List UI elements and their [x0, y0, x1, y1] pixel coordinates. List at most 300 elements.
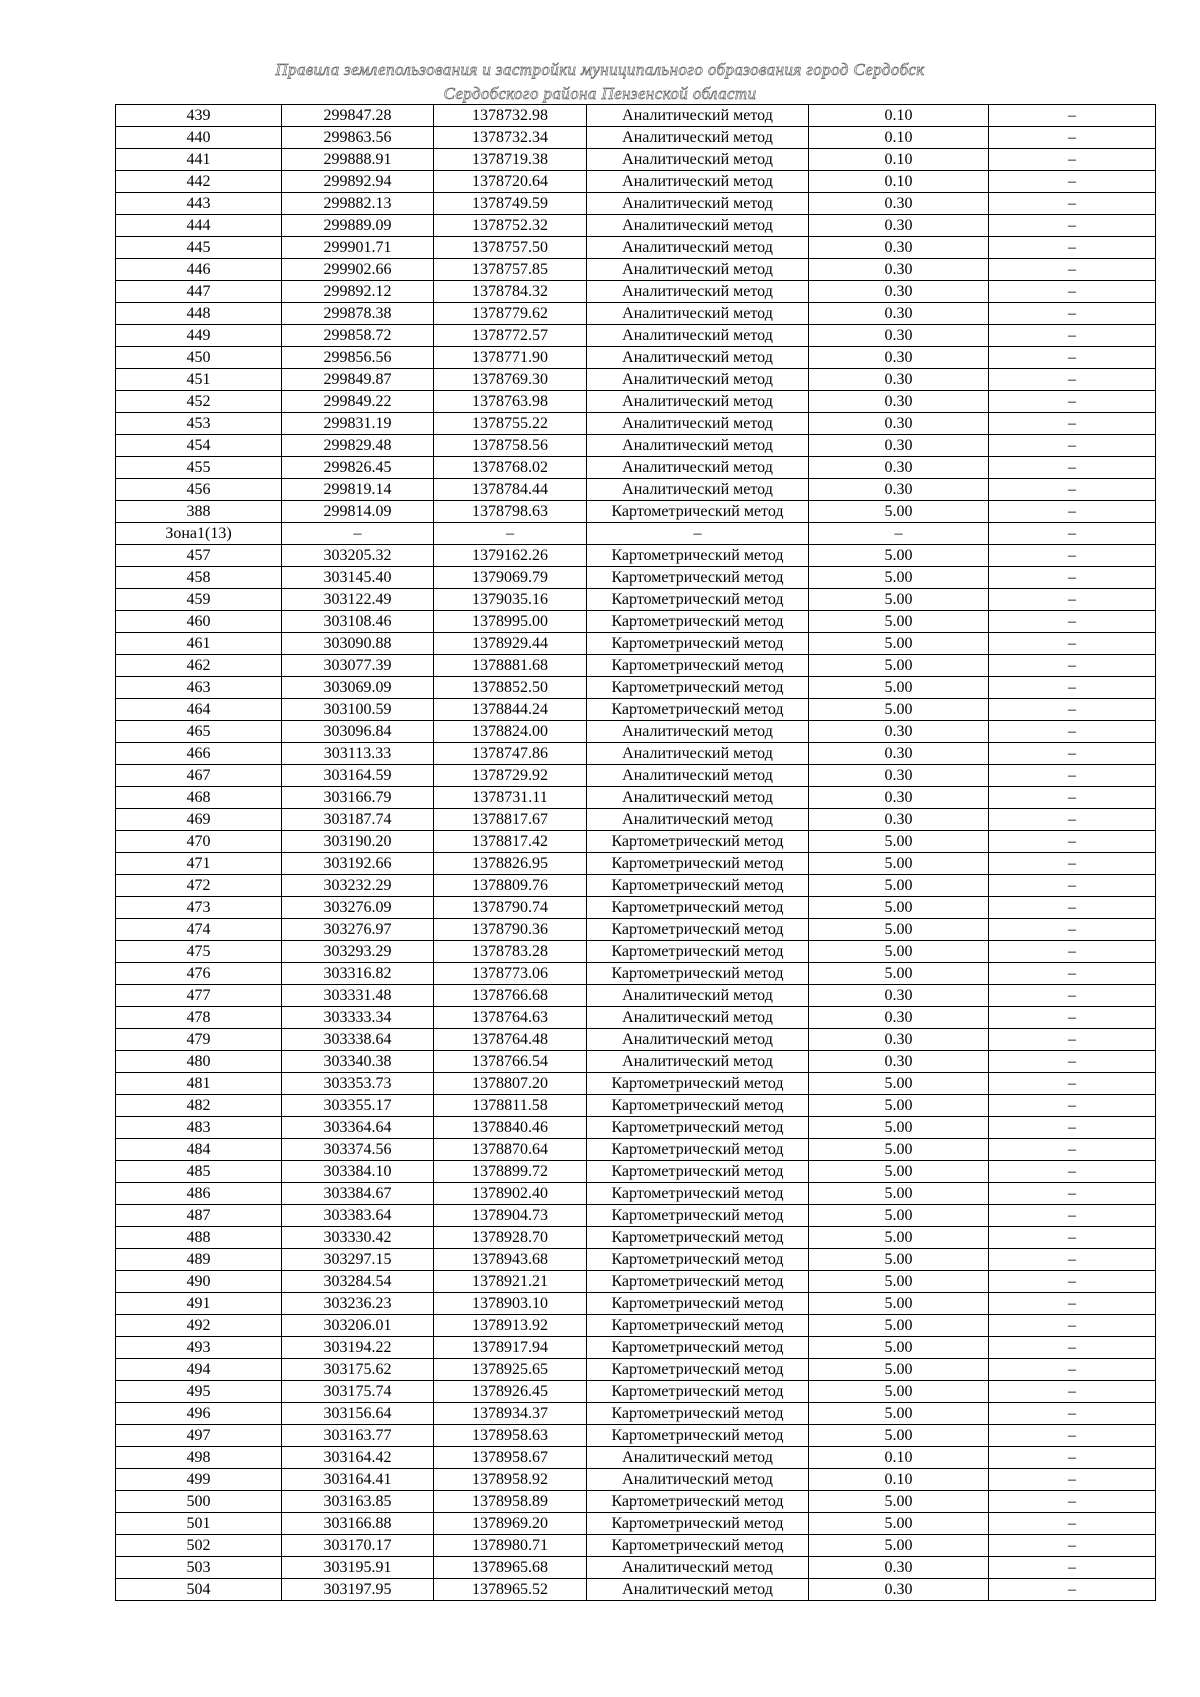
- note-cell: –: [989, 1469, 1156, 1491]
- method-cell: Аналитический метод: [587, 391, 809, 413]
- y-coordinate-cell: 1378731.11: [434, 787, 587, 809]
- method-cell: Картометрический метод: [587, 1227, 809, 1249]
- accuracy-cell: 5.00: [809, 1425, 989, 1447]
- point-number-cell: 488: [116, 1227, 282, 1249]
- x-coordinate-cell: 303383.64: [282, 1205, 434, 1227]
- point-number-cell: 460: [116, 611, 282, 633]
- note-cell: –: [989, 149, 1156, 171]
- note-cell: –: [989, 831, 1156, 853]
- accuracy-cell: 5.00: [809, 545, 989, 567]
- method-cell: Картометрический метод: [587, 501, 809, 523]
- note-cell: –: [989, 105, 1156, 127]
- table-row: [116, 149, 1156, 171]
- x-coordinate-cell: 299892.94: [282, 171, 434, 193]
- x-coordinate-cell: 303145.40: [282, 567, 434, 589]
- y-coordinate-cell: 1378929.44: [434, 633, 587, 655]
- table-row: [116, 1007, 1156, 1029]
- y-coordinate-cell: 1378729.92: [434, 765, 587, 787]
- table-row: [116, 391, 1156, 413]
- method-cell: Аналитический метод: [587, 985, 809, 1007]
- x-coordinate-cell: 303187.74: [282, 809, 434, 831]
- x-coordinate-cell: 299901.71: [282, 237, 434, 259]
- y-coordinate-cell: 1378773.06: [434, 963, 587, 985]
- x-coordinate-cell: 299849.22: [282, 391, 434, 413]
- x-coordinate-cell: 303164.59: [282, 765, 434, 787]
- note-cell: –: [989, 1403, 1156, 1425]
- x-coordinate-cell: 303205.32: [282, 545, 434, 567]
- note-cell: –: [989, 1007, 1156, 1029]
- accuracy-cell: 5.00: [809, 1249, 989, 1271]
- table-row: [116, 1425, 1156, 1447]
- x-coordinate-cell: 299831.19: [282, 413, 434, 435]
- method-cell: Картометрический метод: [587, 1337, 809, 1359]
- method-cell: Картометрический метод: [587, 1425, 809, 1447]
- table-row: [116, 281, 1156, 303]
- table-row: [116, 215, 1156, 237]
- point-number-cell: 457: [116, 545, 282, 567]
- table-row: [116, 963, 1156, 985]
- y-coordinate-cell: 1379035.16: [434, 589, 587, 611]
- accuracy-cell: 5.00: [809, 1139, 989, 1161]
- method-cell: Картометрический метод: [587, 853, 809, 875]
- table-row: [116, 479, 1156, 501]
- y-coordinate-cell: 1378902.40: [434, 1183, 587, 1205]
- y-coordinate-cell: 1378747.86: [434, 743, 587, 765]
- x-coordinate-cell: 299882.13: [282, 193, 434, 215]
- table-row: [116, 721, 1156, 743]
- x-coordinate-cell: 303175.62: [282, 1359, 434, 1381]
- x-coordinate-cell: 303355.17: [282, 1095, 434, 1117]
- method-cell: Аналитический метод: [587, 1447, 809, 1469]
- coordinates-table-body: [116, 105, 1156, 1601]
- accuracy-cell: 5.00: [809, 677, 989, 699]
- point-number-cell: 495: [116, 1381, 282, 1403]
- x-coordinate-cell: 299826.45: [282, 457, 434, 479]
- point-number-cell: 454: [116, 435, 282, 457]
- table-row: [116, 303, 1156, 325]
- note-cell: –: [989, 501, 1156, 523]
- note-cell: –: [989, 1359, 1156, 1381]
- accuracy-cell: 5.00: [809, 567, 989, 589]
- x-coordinate-cell: 303297.15: [282, 1249, 434, 1271]
- accuracy-cell: 0.30: [809, 1579, 989, 1601]
- y-coordinate-cell: 1378969.20: [434, 1513, 587, 1535]
- accuracy-cell: 5.00: [809, 1073, 989, 1095]
- point-number-cell: 446: [116, 259, 282, 281]
- note-cell: –: [989, 127, 1156, 149]
- accuracy-cell: 0.30: [809, 413, 989, 435]
- x-coordinate-cell: 303330.42: [282, 1227, 434, 1249]
- point-number-cell: 465: [116, 721, 282, 743]
- accuracy-cell: 5.00: [809, 897, 989, 919]
- x-coordinate-cell: 299892.12: [282, 281, 434, 303]
- note-cell: –: [989, 1073, 1156, 1095]
- note-cell: –: [989, 875, 1156, 897]
- table-row: [116, 127, 1156, 149]
- table-row: [116, 1469, 1156, 1491]
- note-cell: –: [989, 325, 1156, 347]
- table-row: [116, 787, 1156, 809]
- note-cell: –: [989, 1029, 1156, 1051]
- x-coordinate-cell: 303316.82: [282, 963, 434, 985]
- note-cell: –: [989, 1381, 1156, 1403]
- accuracy-cell: 0.10: [809, 1469, 989, 1491]
- y-coordinate-cell: 1378749.59: [434, 193, 587, 215]
- note-cell: –: [989, 611, 1156, 633]
- y-coordinate-cell: 1378899.72: [434, 1161, 587, 1183]
- y-coordinate-cell: 1378772.57: [434, 325, 587, 347]
- y-coordinate-cell: 1378732.34: [434, 127, 587, 149]
- x-coordinate-cell: 303108.46: [282, 611, 434, 633]
- y-coordinate-cell: 1378720.64: [434, 171, 587, 193]
- note-cell: –: [989, 853, 1156, 875]
- note-cell: –: [989, 1491, 1156, 1513]
- method-cell: Картометрический метод: [587, 567, 809, 589]
- accuracy-cell: 5.00: [809, 1491, 989, 1513]
- x-coordinate-cell: 299878.38: [282, 303, 434, 325]
- y-coordinate-cell: 1378824.00: [434, 721, 587, 743]
- table-row: [116, 809, 1156, 831]
- table-row: [116, 545, 1156, 567]
- accuracy-cell: 5.00: [809, 1359, 989, 1381]
- table-row: [116, 875, 1156, 897]
- x-coordinate-cell: 303096.84: [282, 721, 434, 743]
- accuracy-cell: 5.00: [809, 1293, 989, 1315]
- accuracy-cell: 5.00: [809, 1315, 989, 1337]
- point-number-cell: 476: [116, 963, 282, 985]
- note-cell: –: [989, 1205, 1156, 1227]
- accuracy-cell: 0.30: [809, 1007, 989, 1029]
- accuracy-cell: 0.30: [809, 1029, 989, 1051]
- x-coordinate-cell: 303293.29: [282, 941, 434, 963]
- x-coordinate-cell: 303384.67: [282, 1183, 434, 1205]
- y-coordinate-cell: 1378903.10: [434, 1293, 587, 1315]
- point-number-cell: 456: [116, 479, 282, 501]
- x-coordinate-cell: –: [282, 523, 434, 545]
- note-cell: –: [989, 567, 1156, 589]
- note-cell: –: [989, 281, 1156, 303]
- point-number-cell: 468: [116, 787, 282, 809]
- table-row: [116, 435, 1156, 457]
- x-coordinate-cell: 303100.59: [282, 699, 434, 721]
- method-cell: Картометрический метод: [587, 1491, 809, 1513]
- y-coordinate-cell: 1378771.90: [434, 347, 587, 369]
- x-coordinate-cell: 303338.64: [282, 1029, 434, 1051]
- table-row: [116, 1513, 1156, 1535]
- accuracy-cell: 5.00: [809, 1095, 989, 1117]
- method-cell: Аналитический метод: [587, 215, 809, 237]
- y-coordinate-cell: 1378779.62: [434, 303, 587, 325]
- accuracy-cell: 0.10: [809, 105, 989, 127]
- note-cell: –: [989, 743, 1156, 765]
- method-cell: Картометрический метод: [587, 655, 809, 677]
- method-cell: Картометрический метод: [587, 1117, 809, 1139]
- y-coordinate-cell: 1378766.68: [434, 985, 587, 1007]
- point-number-cell: 443: [116, 193, 282, 215]
- point-number-cell: 478: [116, 1007, 282, 1029]
- table-row: [116, 1051, 1156, 1073]
- method-cell: Картометрический метод: [587, 1095, 809, 1117]
- method-cell: Картометрический метод: [587, 1183, 809, 1205]
- x-coordinate-cell: 303166.79: [282, 787, 434, 809]
- x-coordinate-cell: 303166.88: [282, 1513, 434, 1535]
- point-number-cell: 480: [116, 1051, 282, 1073]
- x-coordinate-cell: 299849.87: [282, 369, 434, 391]
- table-row: [116, 193, 1156, 215]
- y-coordinate-cell: 1378809.76: [434, 875, 587, 897]
- point-number-cell: Зона1(13): [116, 523, 282, 545]
- accuracy-cell: 5.00: [809, 963, 989, 985]
- accuracy-cell: 5.00: [809, 941, 989, 963]
- point-number-cell: 494: [116, 1359, 282, 1381]
- y-coordinate-cell: 1378784.44: [434, 479, 587, 501]
- y-coordinate-cell: 1378921.21: [434, 1271, 587, 1293]
- accuracy-cell: 5.00: [809, 919, 989, 941]
- y-coordinate-cell: 1378965.52: [434, 1579, 587, 1601]
- y-coordinate-cell: 1378958.89: [434, 1491, 587, 1513]
- y-coordinate-cell: 1378917.94: [434, 1337, 587, 1359]
- method-cell: Аналитический метод: [587, 303, 809, 325]
- y-coordinate-cell: 1378768.02: [434, 457, 587, 479]
- x-coordinate-cell: 303190.20: [282, 831, 434, 853]
- method-cell: Картометрический метод: [587, 1381, 809, 1403]
- table-row: [116, 765, 1156, 787]
- note-cell: –: [989, 589, 1156, 611]
- method-cell: Картометрический метод: [587, 941, 809, 963]
- note-cell: –: [989, 1293, 1156, 1315]
- point-number-cell: 445: [116, 237, 282, 259]
- method-cell: Картометрический метод: [587, 1293, 809, 1315]
- accuracy-cell: 5.00: [809, 1513, 989, 1535]
- method-cell: Картометрический метод: [587, 633, 809, 655]
- method-cell: Аналитический метод: [587, 787, 809, 809]
- note-cell: –: [989, 919, 1156, 941]
- method-cell: –: [587, 523, 809, 545]
- y-coordinate-cell: 1378980.71: [434, 1535, 587, 1557]
- accuracy-cell: 0.10: [809, 1447, 989, 1469]
- point-number-cell: 461: [116, 633, 282, 655]
- note-cell: –: [989, 655, 1156, 677]
- accuracy-cell: 0.30: [809, 303, 989, 325]
- accuracy-cell: 5.00: [809, 1271, 989, 1293]
- method-cell: Аналитический метод: [587, 127, 809, 149]
- table-row: [116, 1161, 1156, 1183]
- table-row: [116, 677, 1156, 699]
- note-cell: –: [989, 391, 1156, 413]
- table-row: [116, 1183, 1156, 1205]
- table-row: [116, 1447, 1156, 1469]
- table-row: [116, 1337, 1156, 1359]
- note-cell: –: [989, 413, 1156, 435]
- accuracy-cell: 5.00: [809, 1183, 989, 1205]
- y-coordinate-cell: 1378913.92: [434, 1315, 587, 1337]
- accuracy-cell: 0.30: [809, 743, 989, 765]
- y-coordinate-cell: 1379162.26: [434, 545, 587, 567]
- point-number-cell: 469: [116, 809, 282, 831]
- note-cell: –: [989, 1425, 1156, 1447]
- accuracy-cell: 0.30: [809, 809, 989, 831]
- point-number-cell: 490: [116, 1271, 282, 1293]
- method-cell: Аналитический метод: [587, 171, 809, 193]
- note-cell: –: [989, 435, 1156, 457]
- x-coordinate-cell: 303331.48: [282, 985, 434, 1007]
- note-cell: –: [989, 1051, 1156, 1073]
- note-cell: –: [989, 1161, 1156, 1183]
- note-cell: –: [989, 545, 1156, 567]
- y-coordinate-cell: 1378881.68: [434, 655, 587, 677]
- y-coordinate-cell: 1378807.20: [434, 1073, 587, 1095]
- method-cell: Картометрический метод: [587, 963, 809, 985]
- note-cell: –: [989, 1579, 1156, 1601]
- table-row: [116, 1359, 1156, 1381]
- table-row: [116, 655, 1156, 677]
- point-number-cell: 452: [116, 391, 282, 413]
- note-cell: –: [989, 523, 1156, 545]
- table-row: [116, 941, 1156, 963]
- x-coordinate-cell: 303364.64: [282, 1117, 434, 1139]
- point-number-cell: 439: [116, 105, 282, 127]
- x-coordinate-cell: 303340.38: [282, 1051, 434, 1073]
- method-cell: Аналитический метод: [587, 479, 809, 501]
- y-coordinate-cell: 1378732.98: [434, 105, 587, 127]
- y-coordinate-cell: 1378757.85: [434, 259, 587, 281]
- accuracy-cell: 0.30: [809, 1051, 989, 1073]
- point-number-cell: 448: [116, 303, 282, 325]
- accuracy-cell: 0.30: [809, 281, 989, 303]
- y-coordinate-cell: 1378764.48: [434, 1029, 587, 1051]
- note-cell: –: [989, 941, 1156, 963]
- method-cell: Картометрический метод: [587, 1315, 809, 1337]
- method-cell: Картометрический метод: [587, 1359, 809, 1381]
- note-cell: –: [989, 1535, 1156, 1557]
- point-number-cell: 487: [116, 1205, 282, 1227]
- y-coordinate-cell: 1378769.30: [434, 369, 587, 391]
- accuracy-cell: 5.00: [809, 589, 989, 611]
- point-number-cell: 474: [116, 919, 282, 941]
- x-coordinate-cell: 303236.23: [282, 1293, 434, 1315]
- note-cell: –: [989, 369, 1156, 391]
- note-cell: –: [989, 1271, 1156, 1293]
- point-number-cell: 466: [116, 743, 282, 765]
- method-cell: Аналитический метод: [587, 765, 809, 787]
- accuracy-cell: 5.00: [809, 633, 989, 655]
- point-number-cell: 477: [116, 985, 282, 1007]
- accuracy-cell: 0.10: [809, 149, 989, 171]
- method-cell: Картометрический метод: [587, 545, 809, 567]
- y-coordinate-cell: 1378790.74: [434, 897, 587, 919]
- method-cell: Аналитический метод: [587, 1579, 809, 1601]
- y-coordinate-cell: 1378904.73: [434, 1205, 587, 1227]
- x-coordinate-cell: 303122.49: [282, 589, 434, 611]
- y-coordinate-cell: 1378925.65: [434, 1359, 587, 1381]
- table-row: [116, 1491, 1156, 1513]
- note-cell: –: [989, 963, 1156, 985]
- header-line-2: Сердобского района Пензенской области: [443, 84, 757, 103]
- x-coordinate-cell: 303163.77: [282, 1425, 434, 1447]
- accuracy-cell: 5.00: [809, 699, 989, 721]
- note-cell: –: [989, 677, 1156, 699]
- point-number-cell: 479: [116, 1029, 282, 1051]
- accuracy-cell: –: [809, 523, 989, 545]
- method-cell: Аналитический метод: [587, 369, 809, 391]
- table-row: [116, 259, 1156, 281]
- point-number-cell: 484: [116, 1139, 282, 1161]
- method-cell: Картометрический метод: [587, 677, 809, 699]
- point-number-cell: 503: [116, 1557, 282, 1579]
- accuracy-cell: 5.00: [809, 501, 989, 523]
- table-row: [116, 611, 1156, 633]
- x-coordinate-cell: 303206.01: [282, 1315, 434, 1337]
- y-coordinate-cell: 1378840.46: [434, 1117, 587, 1139]
- y-coordinate-cell: 1378811.58: [434, 1095, 587, 1117]
- accuracy-cell: 0.30: [809, 391, 989, 413]
- point-number-cell: 475: [116, 941, 282, 963]
- y-coordinate-cell: 1378719.38: [434, 149, 587, 171]
- accuracy-cell: 0.30: [809, 721, 989, 743]
- table-row: [116, 567, 1156, 589]
- table-row: [116, 985, 1156, 1007]
- accuracy-cell: 0.30: [809, 479, 989, 501]
- point-number-cell: 493: [116, 1337, 282, 1359]
- table-row: [116, 1403, 1156, 1425]
- x-coordinate-cell: 299863.56: [282, 127, 434, 149]
- note-cell: –: [989, 259, 1156, 281]
- y-coordinate-cell: 1378790.36: [434, 919, 587, 941]
- note-cell: –: [989, 897, 1156, 919]
- x-coordinate-cell: 303195.91: [282, 1557, 434, 1579]
- accuracy-cell: 0.10: [809, 127, 989, 149]
- x-coordinate-cell: 303156.64: [282, 1403, 434, 1425]
- note-cell: –: [989, 237, 1156, 259]
- coordinates-table: [115, 104, 1156, 1601]
- y-coordinate-cell: 1378752.32: [434, 215, 587, 237]
- y-coordinate-cell: 1378870.64: [434, 1139, 587, 1161]
- accuracy-cell: 0.30: [809, 347, 989, 369]
- point-number-cell: 497: [116, 1425, 282, 1447]
- point-number-cell: 453: [116, 413, 282, 435]
- method-cell: Картометрический метод: [587, 1073, 809, 1095]
- table-row: [116, 105, 1156, 127]
- point-number-cell: 388: [116, 501, 282, 523]
- method-cell: Аналитический метод: [587, 1469, 809, 1491]
- y-coordinate-cell: 1378757.50: [434, 237, 587, 259]
- x-coordinate-cell: 299819.14: [282, 479, 434, 501]
- y-coordinate-cell: 1378995.00: [434, 611, 587, 633]
- x-coordinate-cell: 303164.41: [282, 1469, 434, 1491]
- accuracy-cell: 0.30: [809, 215, 989, 237]
- table-row: [116, 1117, 1156, 1139]
- point-number-cell: 455: [116, 457, 282, 479]
- x-coordinate-cell: 303077.39: [282, 655, 434, 677]
- note-cell: –: [989, 1557, 1156, 1579]
- point-number-cell: 496: [116, 1403, 282, 1425]
- note-cell: –: [989, 347, 1156, 369]
- accuracy-cell: 0.30: [809, 787, 989, 809]
- table-row: [116, 1557, 1156, 1579]
- point-number-cell: 449: [116, 325, 282, 347]
- note-cell: –: [989, 699, 1156, 721]
- point-number-cell: 458: [116, 567, 282, 589]
- point-number-cell: 447: [116, 281, 282, 303]
- accuracy-cell: 0.30: [809, 1557, 989, 1579]
- table-row: [116, 1249, 1156, 1271]
- method-cell: Картометрический метод: [587, 831, 809, 853]
- document-header: [0, 58, 1200, 106]
- table-row: [116, 633, 1156, 655]
- point-number-cell: 464: [116, 699, 282, 721]
- note-cell: –: [989, 1117, 1156, 1139]
- table-row: [116, 1271, 1156, 1293]
